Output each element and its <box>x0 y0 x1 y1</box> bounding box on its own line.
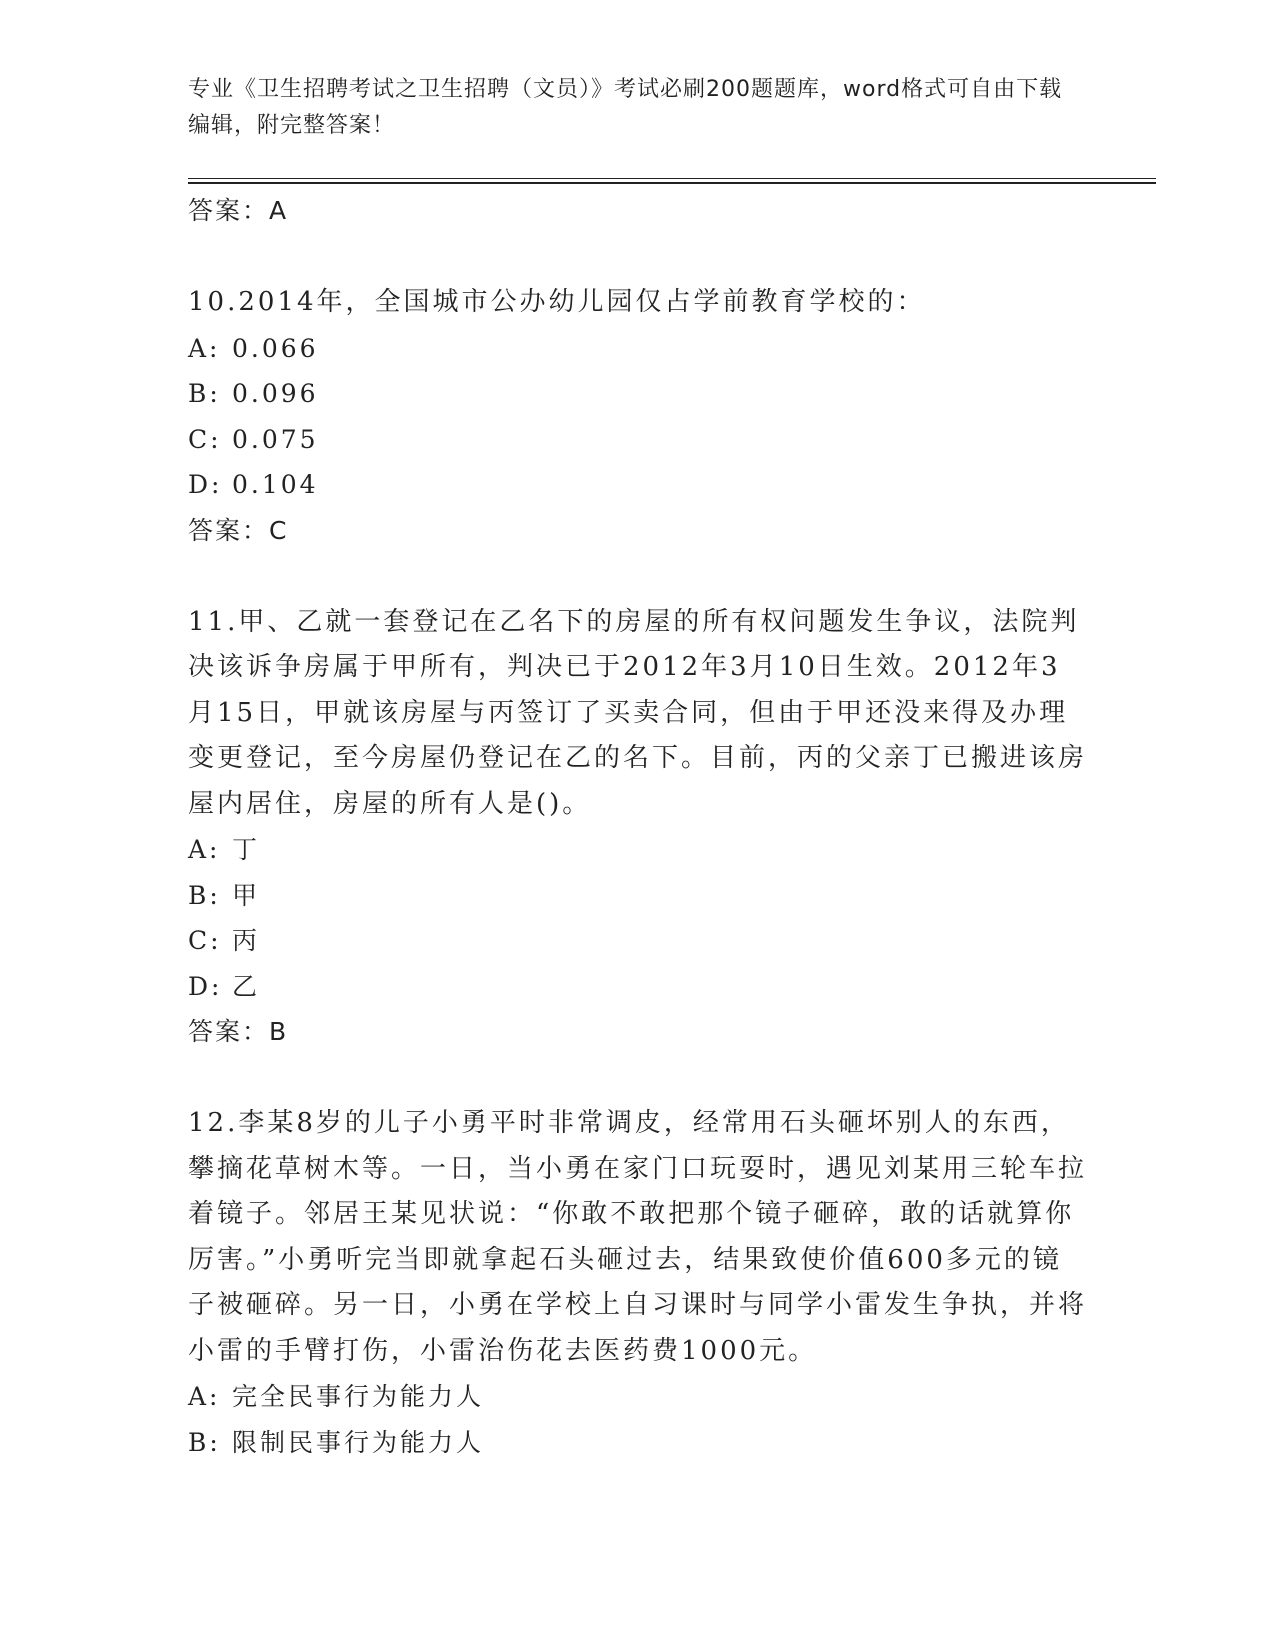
option-text: 0.066 <box>232 333 319 363</box>
option-key: C: <box>188 424 222 454</box>
option <box>188 873 1088 919</box>
option-text: 丙 <box>232 926 261 955</box>
option-text: 0.104 <box>232 470 319 499</box>
option <box>188 1420 1088 1466</box>
option-text: 完全民事行为能力人 <box>232 1382 485 1411</box>
option-text: 限制民事行为能力人 <box>232 1427 485 1457</box>
option-key: B: <box>188 379 221 408</box>
option <box>188 371 1088 417</box>
question-stem: 10.2014年，全国城市公办幼儿园仅占学前教育学校的： <box>188 287 926 317</box>
option-text: 0.075 <box>232 424 319 454</box>
header-divider-thick <box>188 182 1156 184</box>
option-key: A: <box>188 1382 221 1411</box>
option-key: A: <box>188 835 221 864</box>
question-stem: 12.李某8岁的儿子小勇平时非常调皮，经常用石头砸坏别人的东西，攀摘花草树木等。一日，当小勇在家门口玩耍时，遇见刘某用三轮车拉着镜子。邻居王某见状说：“你敢不敢把那个镜子砸碎，敢的话就算你厉害。”小勇听完当即就拿起石头砸过去，结果致使价值600多元的镜子被砸碎。另一日，小勇在学校上自习课时与同学小雷发生争执，并将小雷的手臂打伤，小雷治伤花去医药费1000元。 <box>188 1108 1088 1366</box>
question-block <box>188 280 1088 553</box>
option <box>188 827 1088 873</box>
document-body <box>188 188 1088 1465</box>
option <box>188 964 1088 1010</box>
question-stem: 11.甲、乙就一套登记在乙名下的房屋的所有权问题发生争议，法院判决该诉争房属于甲所有，判决已于2012年3月10日生效。2012年3月15日，甲就该房屋与丙签订了买卖合同，但由于甲还没来得及办理变更登记，至今房屋仍登记在乙的名下。目前，丙的父亲丁已搬进该房屋内居住，房屋的所有人是()。 <box>188 606 1088 819</box>
option-key: D: <box>188 470 223 499</box>
option-key: B: <box>188 880 221 910</box>
option <box>188 918 1088 964</box>
option <box>188 462 1088 508</box>
option-key: D: <box>188 971 223 1001</box>
option <box>188 326 1088 372</box>
answer-line: 答案：C <box>188 515 289 545</box>
option <box>188 1374 1088 1420</box>
answer-line: 答案：B <box>188 1017 289 1046</box>
option-key: B: <box>188 1427 221 1457</box>
option <box>188 417 1088 463</box>
answer-line: 答案：A <box>188 196 289 225</box>
option-text: 丁 <box>232 835 261 864</box>
header-divider-thin <box>188 178 1156 179</box>
option-key: A: <box>188 333 221 363</box>
document-header: 专业《卫生招聘考试之卫生招聘（文员）》考试必刷200题题库，word格式可自由下载编辑，附完整答案！ <box>188 77 1063 138</box>
option-text: 甲 <box>232 880 261 910</box>
option-text: 乙 <box>232 971 261 1001</box>
question-block <box>188 600 1088 1055</box>
option-key: C: <box>188 926 222 955</box>
option-text: 0.096 <box>232 379 319 408</box>
question-block <box>188 1101 1088 1465</box>
